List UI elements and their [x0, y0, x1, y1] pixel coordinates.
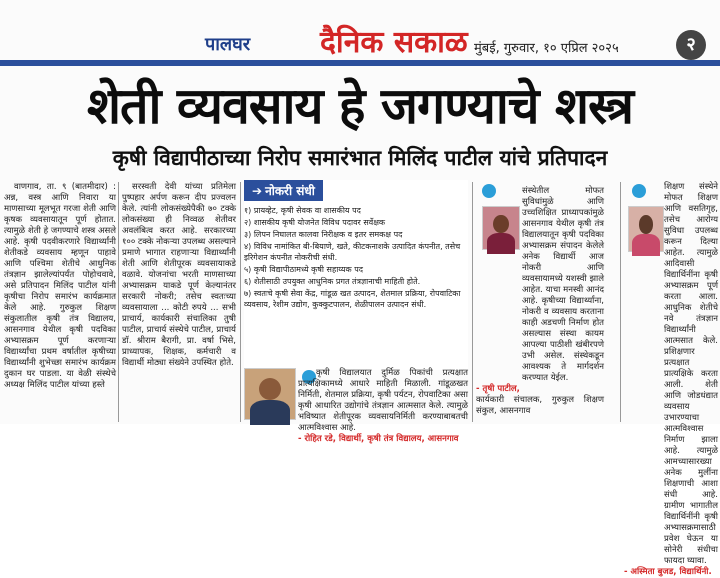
quote-text: संस्थेतील मोफत सुविधांमुळे आणि उच्चशिक्षित प्राध्यापकांमुळे आसनगाव येथील कृषी तंत्र विद्यालयातून कृषी पदविका अभ्यासक्रम संपादन केलेले अनेक विद्यार्थी आज नोकरी आणि व्यवसायामध्ये यशस्वी झाले आहेत. याचा मनस्वी आनंद आहे. कृषीच्या विद्यार्थ्यांना, नोकरी व व्यवसाय करताना काही अडचणी निर्माण होत असल्यास संस्था कायम आपल्या पाठीशी खंबीरपणे उभी असेल. संस्थेकडून आवश्यक ते मार्गदर्शन करण्यात येईल.	[522, 186, 604, 383]
column-divider	[620, 182, 621, 422]
arrow-icon: ➔	[252, 183, 263, 198]
list-item: २) शासकीय कृषी योजनेत विविध पदावर सर्वेक्षक	[244, 218, 386, 227]
headline: शेती व्यवसाय हे जगण्याचे शस्त्र	[86, 76, 634, 135]
quote-signature: - रोहित रडे, विद्यार्थी, कृषी तंत्र विद्यालय, आसनगाव	[298, 434, 459, 444]
student-photo	[244, 368, 296, 420]
list-item: ३) लिपन निघालत कालवा निरीक्षक व इतर समकक्ष पद	[244, 230, 403, 239]
column-divider	[240, 182, 241, 422]
job-list	[244, 205, 468, 310]
dateline: मुंबई, गुरुवार, १० एप्रिल २०२५	[474, 41, 619, 56]
quote-role: कार्यकारी संचालक, गुरुकुल शिक्षण संकुल, आसनगाव	[476, 395, 604, 416]
quote-text: कृषी विद्यालयात दुर्मिळ पिकांची प्रत्यक्षात प्रात्यक्षिकामध्ये आधारे माहिती मिळाली. गांडूळखत निर्मिती, शेतमाल प्रक्रिया, कृषी पर्यटन, रोपवाटिका असा कृषी आधारित उद्योगांचे तंत्रज्ञान आत्मसात केले. त्यामुळे भविष्यात शेतीपूरक व्यवसायनिर्मिती करण्याबाबतची आत्मविश्वास आहे.	[298, 368, 468, 433]
quote-column-student-girl	[624, 182, 718, 577]
list-item: ६) शेतीसाठी उपयुक्त आधुनिक प्रगत तंत्रज्ञानाची माहिती होते.	[244, 277, 421, 286]
column-divider	[118, 182, 119, 422]
quote-signature: - तृषी पाटील,	[476, 384, 520, 394]
column-text: वाणगाव, ता. ९ (बातमीदार) : अन्न, वस्त्र आणि निवारा या माणसाच्या मूलभूत गरजा शेती आणि कृषक व्यवसायातून पूर्ण होतात. त्यामुळे शेती हे जगण्याचे शस्त्र असले आहे. कृषी पदवीकरणारे विद्यार्थ्यांनी शेतीकडे व्यवसाय म्हणून पाहावे आणि पश्चिमा शेतीचे आधुनिक तंत्रज्ञान झालेल्यांपर्यंत पोहोचवावे, असे प्रतिपादन मिलिंद पाटील यांनी कृषीचा निरोप समारंभ कार्यक्रमात केले आहे. गुरुकुल शिक्षण संकुलातील कृषी तंत्र विद्यालय, आसनगाव येथील कृषी पदविका अभ्यासक्रम पूर्ण करणाऱ्या विद्यार्थ्यांचा प्रथम वर्षातील कृषीच्या विद्यार्थ्यांनी शुभेच्छा समारंभ कार्यक्रम दुकान घर पाडला. या वेळी संस्थेचे अध्यक्ष मिलिंद पाटील यांच्या हस्ते	[4, 182, 116, 390]
page-number-badge: २	[676, 30, 706, 60]
column-divider	[472, 182, 473, 422]
region-label: पालघर	[205, 34, 251, 55]
quote-column-director	[476, 186, 604, 416]
list-item: ४) विविध नामांकित बी-बियाणे, खते, कीटकनाशके उत्पादित कंपनीत, तसेच इरिगेशन कंपनीत नोकरीची संधी.	[244, 242, 461, 262]
masthead	[0, 0, 720, 62]
article-column-1	[4, 182, 116, 422]
box-title-tag	[244, 180, 323, 201]
newspaper-name: दैनिक सकाळ	[320, 25, 468, 60]
quote-text: शिक्षण संस्थेने मोफत शिक्षण आणि वसतिगृह, तसेच आरोग्य सुविधा उपलब्ध करून दिल्या आहेत. त्यामुळे आदिवासी विद्यार्थिनींना कृषी अभ्यासक्रम पूर्ण करता आला. आधुनिक शेतीचे नवे तंत्रज्ञान विद्यार्थ्यांनी आत्मसात केले. प्रशिक्षणार प्रत्यक्षात प्रात्यक्षिके करता आली. शेती आणि जोडधंद्यात व्यवसाय उभारण्याचा आत्मविश्वास निर्माण झाला आहे. त्यामुळे आमच्यासारख्या अनेक मुलींना शिक्षणाची आशा संधी आहे. ग्रामीण भागातील विद्यार्थिनींनी कृषी अभ्यासक्रमासाठी प्रवेश घेऊन या सोनेरी संधीचा फायदा घ्यावा.	[664, 182, 718, 566]
quote-column-student	[298, 368, 468, 444]
box-header	[244, 180, 468, 200]
masthead-band	[0, 60, 720, 66]
list-item: ५) कृषी विद्यापीठामध्ये कृषी सहाय्यक पद	[244, 265, 364, 274]
list-item: १) प्रायव्हेट, कृषी सेवक वा शासकीय पद	[244, 206, 361, 215]
subheadline: कृषी विद्यापीठाच्या निरोप समारंभात मिलिंद पाटील यांचे प्रतिपादन	[112, 146, 608, 170]
job-opportunities-box	[244, 180, 468, 370]
list-item: ७) स्वतःचे कृषी सेवा केंद्र, गांडूळ खत उत्पादन, शेतमाल प्रक्रिया, रोपवाटिका व्यवसाय, रेशीम उद्योग, कुक्कुटपालन, शेळीपालन उत्पादन संधी.	[244, 289, 461, 309]
column-text: सरस्वती देवी यांच्या प्रतिमेला पुष्पहार अर्पण करून दीप प्रज्वलन केले. त्यांनी लोकसंख्येपैकी ७० टक्के लोकसंख्या ही निव्वळ शेतीवर अवलंबित्व करत आहे. सरकारच्या १०० टक्के नोकऱ्या उपलब्ध असल्याने प्रमाणे भागात राहणाऱ्या विद्यार्थ्यांनी शेती आणि शेतीपूरक व्यवसायाकडे वळावे. योजनांचा भरती माणसाच्या अभ्यासक्रम याकडे पूर्ण केल्यानंतर सरकारी नोकरी; तसेच स्वतःच्या व्यवसायाला ... कोटी रुपये ... सभी प्राचार्य, कार्यकारी संचालिका तुषी पाटील, प्राचार्य संस्थेचे पाटील, प्राचार्य डॉ. श्रीराम बैरागी, प्रा. वर्षा भिसे, प्राध्यापक, शिक्षक, कर्मचारी व विद्यार्थी मोठ्या संख्येने उपस्थित होते.	[122, 182, 236, 368]
quote-signature: - अस्मिता बुजड, विद्यार्थिनी.	[624, 567, 712, 577]
box-title: नोकरी संधी	[265, 183, 315, 198]
article-column-2	[122, 182, 236, 422]
